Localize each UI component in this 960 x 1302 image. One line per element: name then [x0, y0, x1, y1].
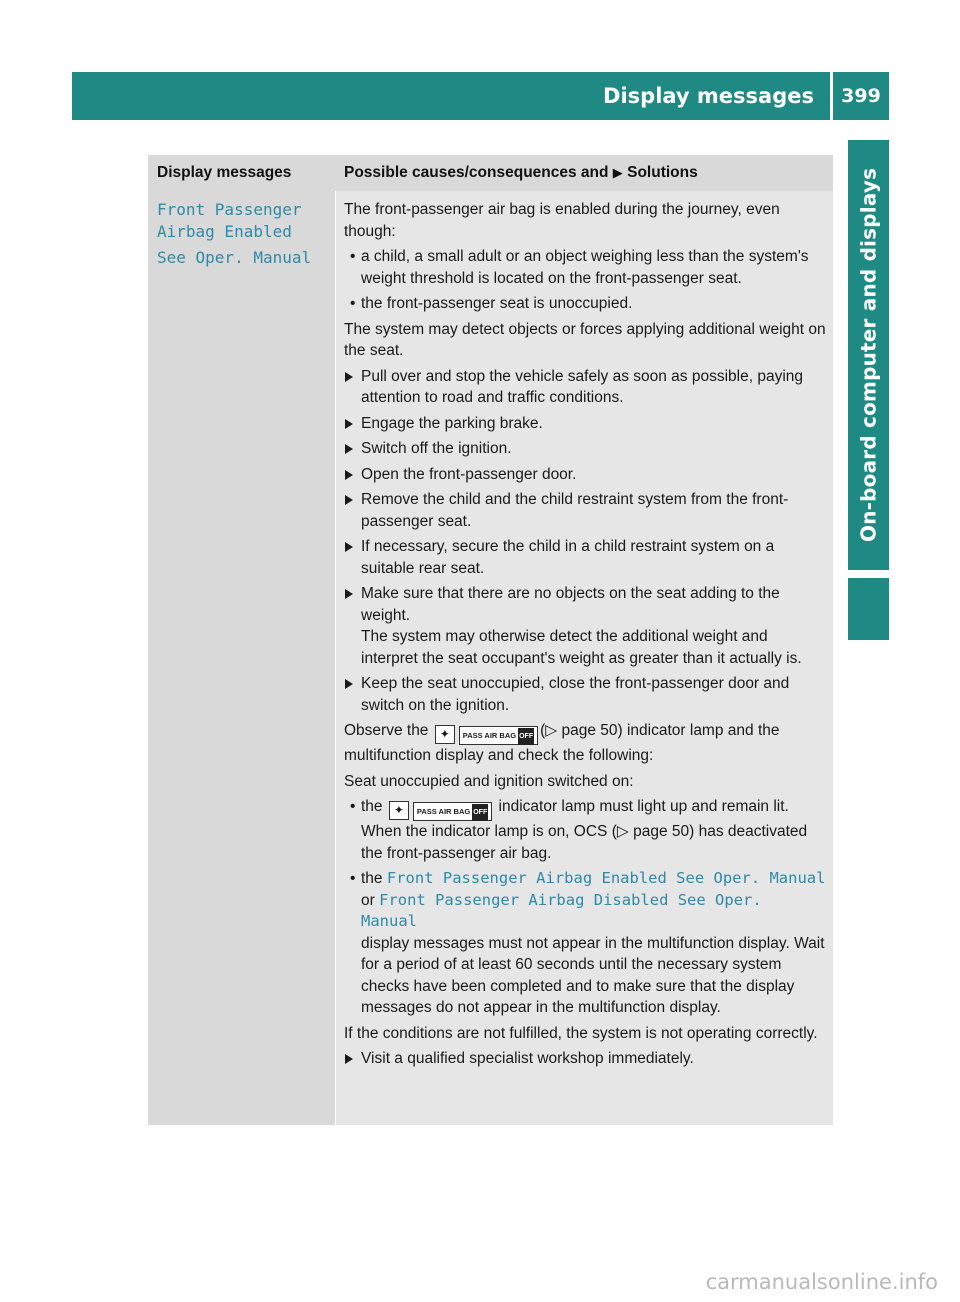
step-item [344, 673, 827, 716]
step-arrow-icon [345, 470, 353, 480]
step-text: Visit a qualified specialist workshop immediately. [361, 1050, 694, 1067]
step-item [344, 1048, 827, 1070]
table-row [148, 191, 833, 1125]
check2-the: the [361, 870, 383, 887]
step-arrow-icon [345, 444, 353, 454]
bullet-dot: • [350, 248, 356, 265]
step-text: Switch off the ignition. [361, 440, 512, 457]
step-item [344, 464, 827, 486]
message-line: Front Passenger [157, 200, 302, 219]
bullet-item [344, 246, 827, 289]
play-arrow-icon: ▶ [612, 165, 623, 180]
observe-ref: (▷ page 50) indicator lamp and the multifunction display and check the following: [344, 722, 780, 764]
col-header-display-messages: Display messages [157, 164, 292, 181]
step-arrow-icon [345, 542, 353, 552]
check2-or: or [361, 891, 375, 909]
badge-off: OFF [518, 728, 534, 745]
bullet-item [344, 796, 827, 864]
step-arrow-icon [345, 495, 353, 505]
step-arrow-icon [345, 419, 353, 429]
side-tab-label: On-board computer and displays [856, 167, 881, 543]
check2-text: display messages must not appear in the multifunction display. Wait for a period of at least 60 seconds until the necessary system checks have been completed and to make sure that the display messages do not appear in the multifunction display. [361, 934, 825, 1016]
badge-off: OFF [472, 804, 488, 821]
step-arrow-icon [345, 589, 353, 599]
bullet-dot: • [350, 798, 356, 815]
pass-air-bag-off-icon [459, 726, 538, 745]
step-text: If necessary, secure the child in a child restraint system on a suitable rear seat. [361, 538, 775, 577]
seat-condition: Seat unoccupied and ignition switched on: [344, 772, 634, 790]
step-arrow-icon [345, 372, 353, 382]
step-item [344, 413, 827, 435]
step-text: Pull over and stop the vehicle safely as soon as possible, paying attention to road and traffic conditions. [361, 367, 804, 406]
bullet-dot: • [350, 295, 356, 312]
bullet-text: the front-passenger seat is unoccupied. [361, 295, 633, 312]
page-number: 399 [841, 85, 881, 107]
seat-occupant-icon: ✦ [389, 801, 409, 820]
step-item [344, 536, 827, 579]
bullet-text: a child, a small adult or an object weighing less than the system's weight threshold is located on the front-passenger seat. [361, 248, 809, 287]
message-line: Airbag Enabled [157, 222, 292, 241]
observe-paragraph [344, 720, 827, 767]
paragraph: If the conditions are not fulfilled, the system is not operating correctly. [344, 1024, 818, 1042]
causes-cell [336, 191, 833, 1125]
bullet-item [344, 868, 827, 1019]
step-item [344, 366, 827, 409]
table-header [148, 155, 833, 191]
bullet-dot: • [350, 870, 356, 887]
step-arrow-icon [345, 1054, 353, 1064]
seat-occupant-icon: ✦ [435, 725, 455, 744]
step-item [344, 438, 827, 460]
display-messages-table [148, 155, 833, 1125]
observe-prefix: Observe the [344, 722, 429, 739]
badge-label: PASS AIR BAG [462, 731, 517, 740]
step-item [344, 583, 827, 669]
step-note: The system may otherwise detect the additional weight and interpret the seat occupant's weight as greater than it actually is. [361, 628, 802, 667]
check1-prefix: the [361, 798, 383, 815]
step-item [344, 489, 827, 532]
col-header-causes [336, 155, 833, 191]
page-title: Display messages [603, 84, 814, 108]
paragraph: The system may detect objects or forces applying additional weight on the seat. [344, 320, 826, 359]
intro-text: The front-passenger air bag is enabled during the journey, even though: [344, 201, 780, 240]
check1-text: indicator lamp must light up and remain lit. When the indicator lamp is on, OCS (▷ page 50) has deactivated the front-passenger air bag. [361, 798, 808, 862]
step-text: Make sure that there are no objects on the seat adding to the weight. [361, 585, 780, 624]
step-text: Remove the child and the child restraint system from the front-passenger seat. [361, 491, 789, 530]
step-text: Keep the seat unoccupied, close the front-passenger door and switch on the ignition. [361, 675, 790, 714]
step-arrow-icon [345, 679, 353, 689]
watermark: carmanualsonline.info [705, 1270, 938, 1294]
bullet-item [344, 293, 827, 315]
col-header-solutions-text: Solutions [627, 164, 698, 181]
message-cell [148, 191, 335, 1125]
step-text: Engage the parking brake. [361, 414, 543, 432]
side-tab-square [848, 578, 889, 640]
step-text: Open the front-passenger door. [361, 465, 577, 483]
message-ref-enabled: Front Passenger Airbag Enabled See Oper. Manual [386, 869, 826, 887]
message-ref-disabled: Front Passenger Airbag Disabled See Oper. Manual [361, 890, 762, 930]
pass-air-bag-off-icon [413, 802, 492, 821]
badge-label: PASS AIR BAG [416, 807, 471, 816]
message-line: See Oper. Manual [157, 248, 312, 267]
col-header-causes-text: Possible causes/consequences and [344, 164, 609, 181]
